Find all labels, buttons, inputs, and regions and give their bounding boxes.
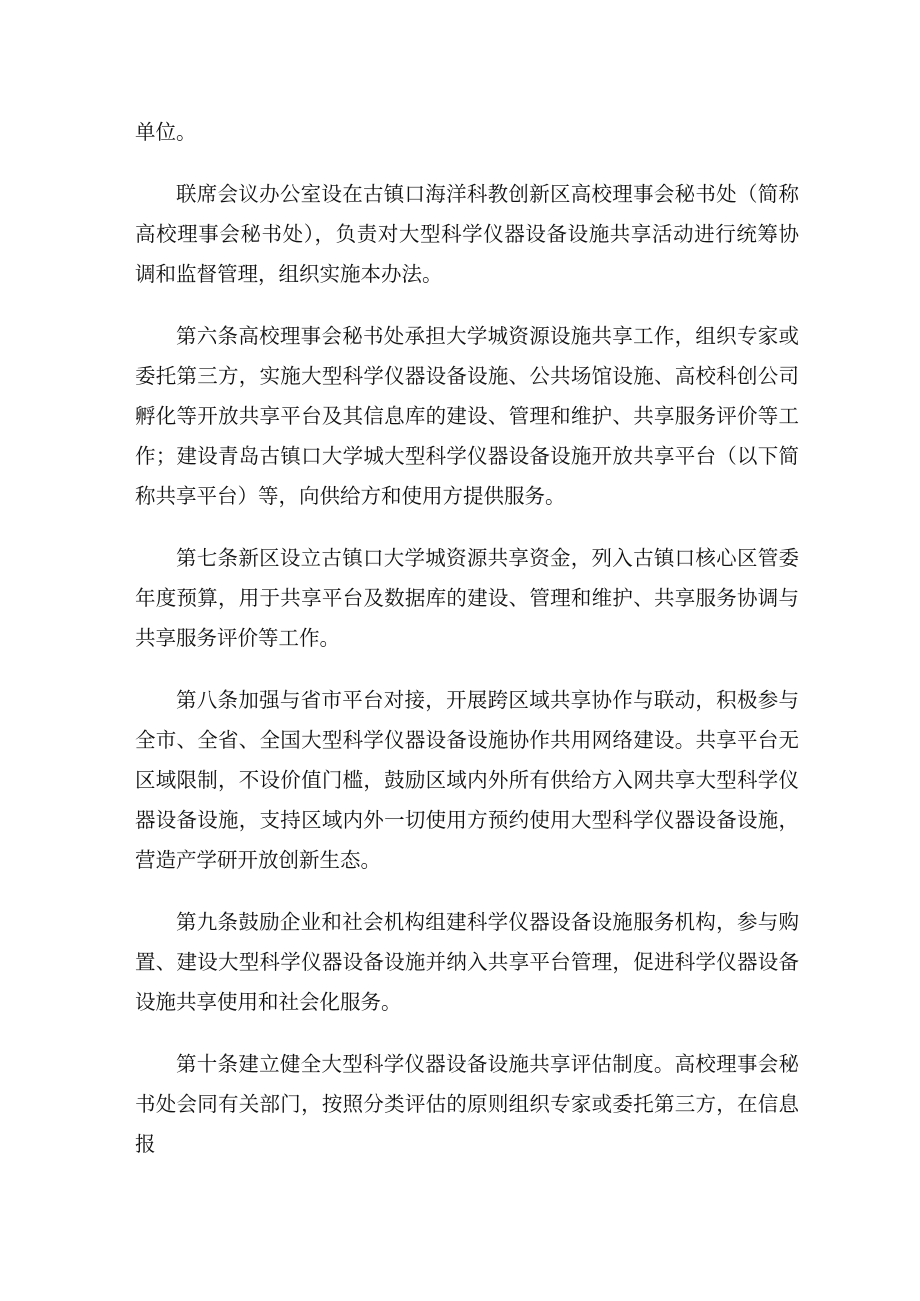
paragraph-article-7: 第七条新区设立古镇口大学城资源共享资金，列入古镇口核心区管委年度预算，用于共享平台及数据库的建设、管理和维护、共享服务协调与共享服务评价等工作。	[135, 546, 799, 650]
paragraph-article-9: 第九条鼓励企业和社会机构组建科学仪器设备设施服务机构，参与购置、建设大型科学仪器设备设施并纳入共享平台管理，促进科学仪器设备设施共享使用和社会化服务。	[135, 910, 799, 1014]
paragraph-article-8: 第八条加强与省市平台对接，开展跨区域共享协作与联动，积极参与全市、全省、全国大型科学仪器设备设施协作共用网络建设。共享平台无区域限制，不设价值门槛，鼓励区域内外所有供给方入网共享大型科学仪器设备设施，支持区域内外一切使用方预约使用大型科学仪器设备设施，营造产学研开放创新生态。	[135, 688, 799, 872]
paragraph-article-10: 第十条建立健全大型科学仪器设备设施共享评估制度。高校理事会秘书处会同有关部门，按照分类评估的原则组织专家或委托第三方，在信息报	[135, 1052, 799, 1156]
paragraph-article-6: 第六条高校理事会秘书处承担大学城资源设施共享工作，组织专家或委托第三方，实施大型科学仪器设备设施、公共场馆设施、高校科创公司孵化等开放共享平台及其信息库的建设、管理和维护、共享服务评价等工作；建设青岛古镇口大学城大型科学仪器设备设施开放共享平台（以下简称共享平台）等，向供给方和使用方提供服务。	[135, 324, 799, 508]
paragraph-joint-meeting-office: 联席会议办公室设在古镇口海洋科教创新区高校理事会秘书处（简称高校理事会秘书处），负责对大型科学仪器设备设施共享活动进行统筹协调和监督管理，组织实施本办法。	[135, 182, 799, 286]
document-body	[135, 112, 799, 1186]
paragraph-continuation: 单位。	[135, 120, 197, 144]
